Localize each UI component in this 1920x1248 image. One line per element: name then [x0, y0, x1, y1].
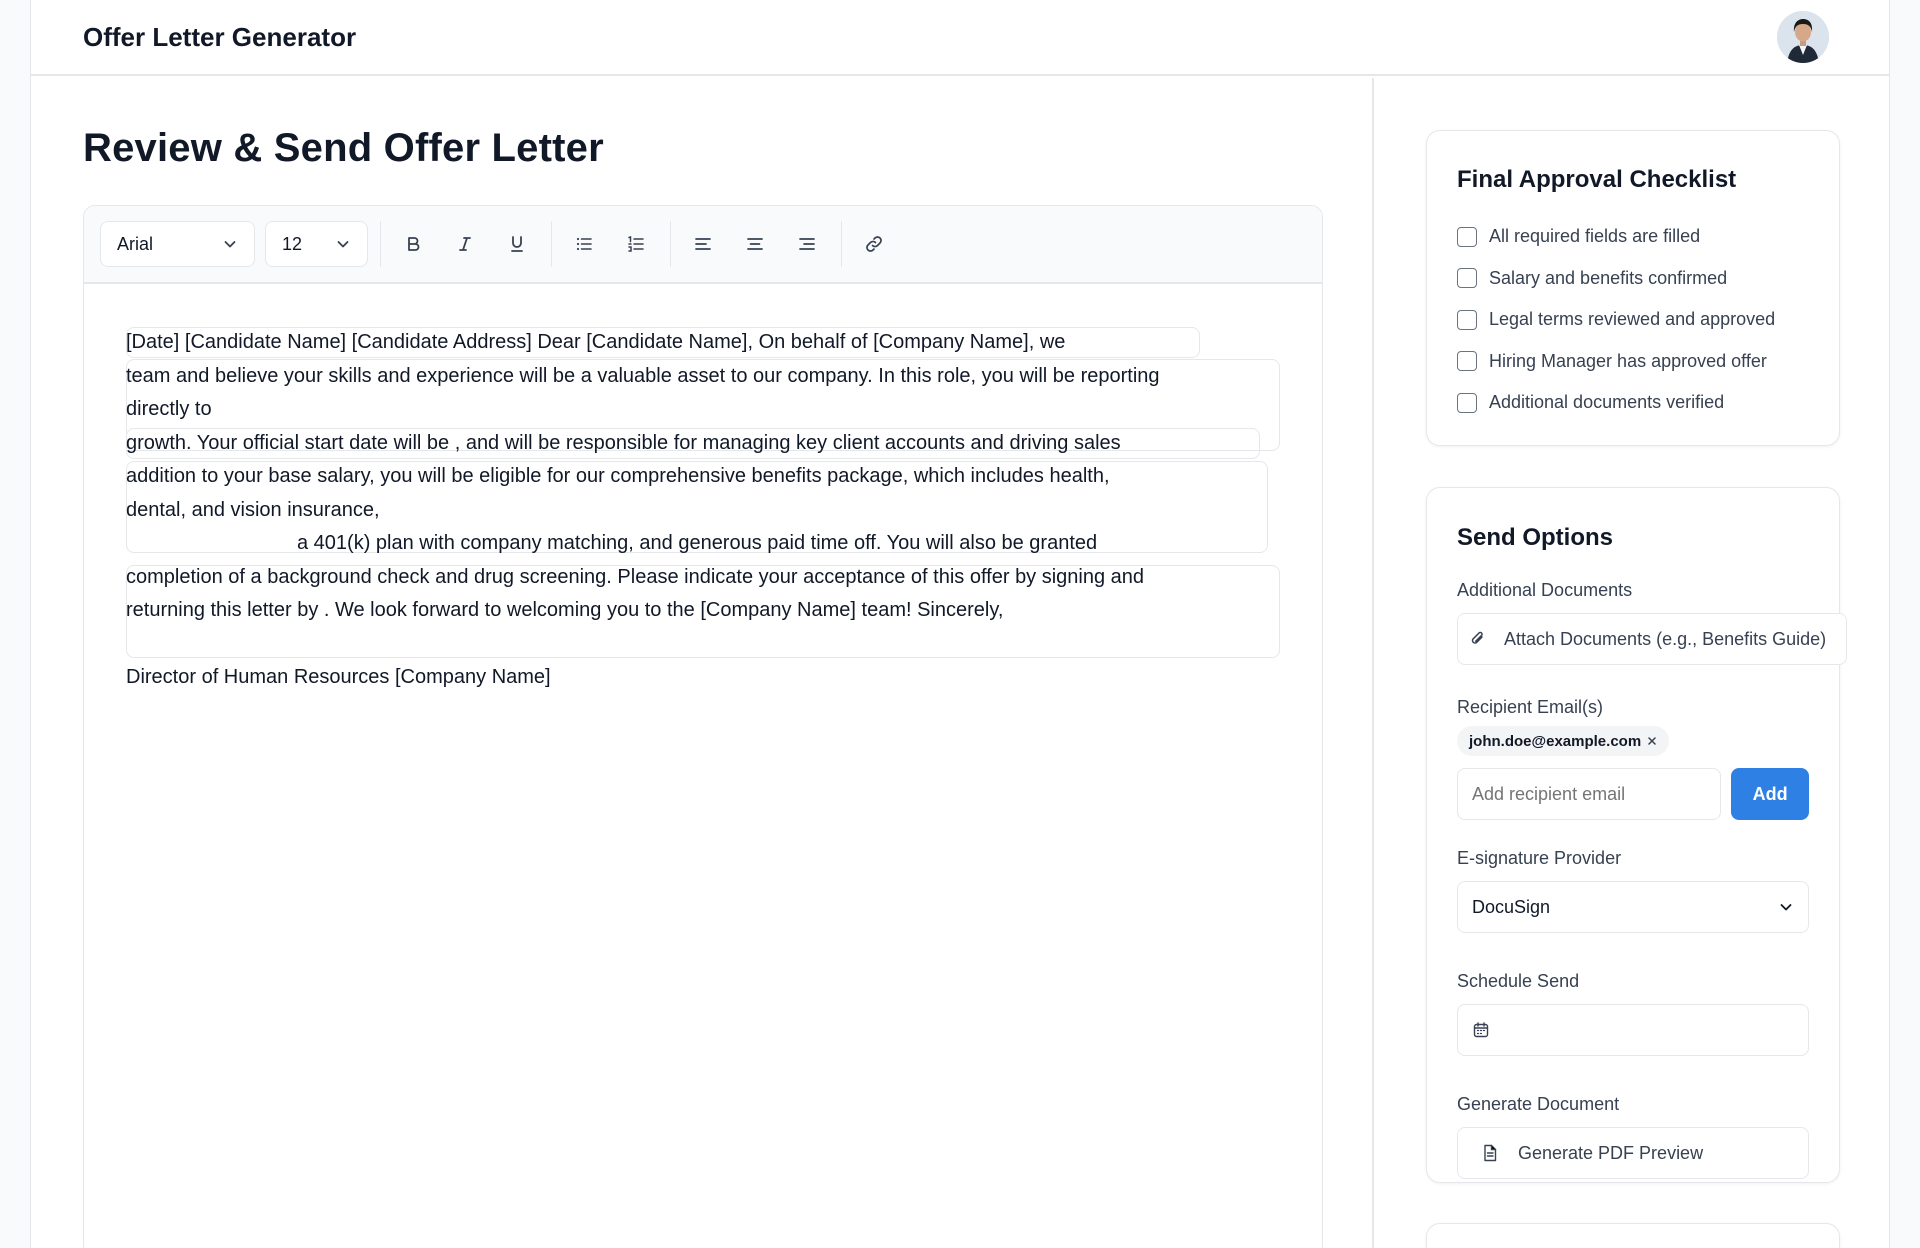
send-options-title: Send Options: [1457, 524, 1613, 551]
letter-line: a 401(k) plan with company matching, and generous paid time off. You will also be granted: [297, 532, 1098, 554]
checklist-items: [1457, 216, 1809, 424]
remove-recipient-button[interactable]: [1647, 736, 1657, 746]
calendar-icon: [1472, 1021, 1490, 1039]
numbered-list-icon: [626, 234, 646, 254]
generate-pdf-label: Generate PDF Preview: [1518, 1142, 1704, 1163]
esignature-select[interactable]: [1457, 881, 1809, 933]
underline-icon: [507, 234, 527, 254]
recipient-chip: [1457, 726, 1669, 756]
schedule-send-field: [1457, 971, 1809, 1056]
font-size-select[interactable]: [265, 221, 368, 267]
underline-button[interactable]: [497, 224, 537, 264]
insert-link-button[interactable]: [854, 224, 894, 264]
checkbox[interactable]: [1457, 393, 1477, 413]
align-right-button[interactable]: [787, 224, 827, 264]
checklist-item-label: Additional documents verified: [1489, 392, 1725, 413]
rich-text-editor: [83, 205, 1323, 1248]
generate-pdf-button[interactable]: [1457, 1127, 1809, 1179]
additional-documents-field: [1457, 580, 1827, 665]
top-header: [31, 0, 1889, 76]
letter-blank-line: [126, 628, 1280, 662]
app-title: Offer Letter Generator: [83, 21, 357, 52]
checklist-item-label: All required fields are filled: [1489, 226, 1701, 247]
recipient-email-input[interactable]: [1457, 768, 1721, 820]
letter-line: addition to your base salary, you will be eligible for our comprehensive benefits package, which includes health,: [126, 465, 1110, 487]
toolbar-divider: [551, 221, 552, 267]
checklist-item[interactable]: [1457, 341, 1809, 383]
esignature-value: DocuSign: [1472, 896, 1551, 917]
letter-body[interactable]: [84, 284, 1322, 737]
right-sidebar: [1374, 78, 1889, 1248]
letter-line: returning this letter by . We look forward to welcoming you to the [Company Name] team! Sincerely,: [126, 599, 1004, 621]
letter-line: completion of a background check and drug screening. Please indicate your acceptance of this offer by signing and: [126, 565, 1145, 588]
letter-line: [Date] [Candidate Name] [Candidate Address] Dear [Candidate Name], On behalf of [Company Name], we: [126, 331, 1066, 353]
main-content: [31, 78, 1374, 1248]
page-title: Review & Send Offer Letter: [83, 126, 604, 170]
close-icon: [1647, 736, 1657, 746]
bold-button[interactable]: [393, 224, 433, 264]
align-right-icon: [797, 234, 817, 254]
align-center-icon: [745, 234, 765, 254]
generate-document-label: Generate Document: [1457, 1094, 1620, 1114]
toolbar-divider: [841, 221, 842, 267]
esignature-field: [1457, 848, 1809, 933]
attach-documents-button[interactable]: [1457, 613, 1847, 665]
checklist-item[interactable]: [1457, 299, 1809, 341]
letter-line: Director of Human Resources [Company Name]: [126, 666, 551, 688]
bullet-list-icon: [574, 234, 594, 254]
italic-button[interactable]: [445, 224, 485, 264]
app-window: [30, 0, 1890, 1248]
chevron-down-icon: [222, 236, 238, 252]
bold-icon: [403, 234, 423, 254]
letter-line: dental, and vision insurance,: [126, 498, 380, 521]
letter-line: team and believe your skills and experience will be a valuable asset to our company. In this role, you will be reporting: [126, 364, 1160, 387]
checklist-item[interactable]: [1457, 258, 1809, 300]
add-recipient-button[interactable]: Add: [1731, 768, 1809, 820]
align-left-button[interactable]: [683, 224, 723, 264]
editor-toolbar: [84, 206, 1322, 284]
link-icon: [863, 233, 885, 255]
chevron-down-icon: [335, 236, 351, 252]
avatar-image: [1777, 11, 1829, 63]
checklist-item-label: Hiring Manager has approved offer: [1489, 350, 1767, 371]
checkbox[interactable]: [1457, 268, 1477, 288]
user-avatar[interactable]: [1777, 11, 1829, 63]
align-left-icon: [693, 234, 713, 254]
checkbox[interactable]: [1457, 351, 1477, 371]
align-center-button[interactable]: [735, 224, 775, 264]
toolbar-divider: [670, 221, 671, 267]
font-size-value: 12: [282, 233, 303, 254]
numbered-list-button[interactable]: [616, 224, 656, 264]
recipient-emails-label: Recipient Email(s): [1457, 697, 1604, 717]
attach-documents-label: Attach Documents (e.g., Benefits Guide): [1504, 628, 1827, 649]
letter-line: directly to: [126, 398, 212, 420]
esignature-label: E-signature Provider: [1457, 848, 1622, 868]
approval-checklist-card: [1426, 130, 1840, 446]
chevron-down-icon: [1778, 899, 1794, 915]
toolbar-divider: [380, 221, 381, 267]
checkbox[interactable]: [1457, 227, 1477, 247]
additional-card: [1426, 1223, 1840, 1248]
font-family-select[interactable]: [100, 221, 255, 267]
recipient-chip-email: john.doe@example.com: [1469, 732, 1642, 750]
send-options-card: [1426, 487, 1840, 1183]
checkbox[interactable]: [1457, 310, 1477, 330]
additional-documents-label: Additional Documents: [1457, 580, 1633, 600]
add-recipient-row: [1457, 768, 1809, 820]
checklist-item[interactable]: [1457, 216, 1809, 258]
document-icon: [1480, 1143, 1500, 1163]
checklist-item-label: Salary and benefits confirmed: [1489, 267, 1728, 288]
schedule-send-label: Schedule Send: [1457, 971, 1580, 991]
bullet-list-button[interactable]: [564, 224, 604, 264]
generate-document-field: [1457, 1094, 1809, 1179]
font-family-value: Arial: [117, 233, 154, 254]
paperclip-icon: [1468, 629, 1488, 649]
italic-icon: [455, 234, 475, 254]
checklist-title: Final Approval Checklist: [1457, 166, 1737, 193]
checklist-item-label: Legal terms reviewed and approved: [1489, 309, 1776, 330]
checklist-item[interactable]: [1457, 382, 1809, 424]
letter-line: growth. Your official start date will be , and will be responsible for managing key client accounts and driving sales: [126, 431, 1121, 454]
schedule-send-input[interactable]: [1457, 1004, 1809, 1056]
recipient-emails-field: [1457, 697, 1809, 820]
